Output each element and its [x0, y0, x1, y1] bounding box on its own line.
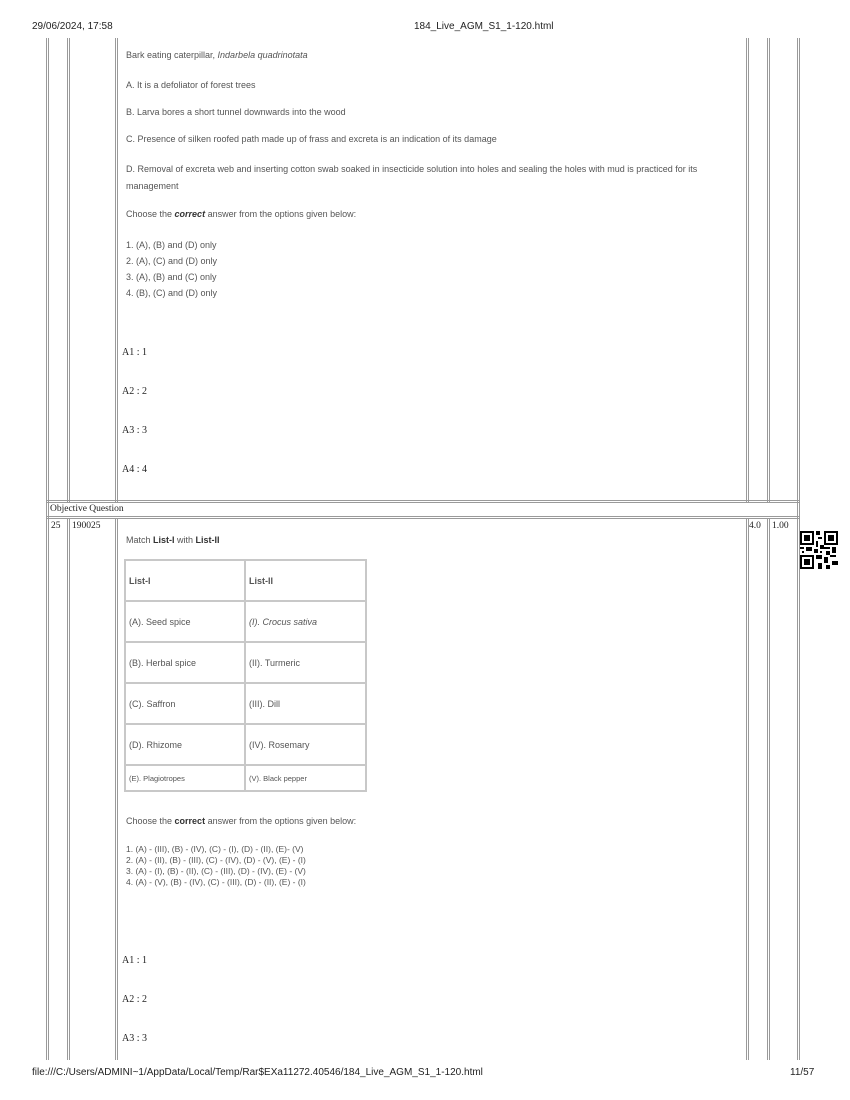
- table-row: [125, 683, 366, 724]
- q24-title: Bark eating caterpillar, Indarbela quadrinotata: [126, 50, 308, 60]
- q24-code: 3. (A), (B) and (C) only: [126, 272, 217, 282]
- q25-id: 190025: [72, 521, 101, 531]
- list-i-item: (E). Plagiotropes: [125, 765, 245, 791]
- q25-instruction: Choose the correct answer from the options given below:: [126, 816, 357, 826]
- q24-code: 2. (A), (C) and (D) only: [126, 256, 218, 266]
- q24-statement-d: D. Removal of excreta web and inserting cotton swab soaked in insecticide solution into holes and sealing the holes with mud is practiced for its management: [126, 164, 698, 191]
- list-i-item: (D). Rhizome: [125, 724, 245, 765]
- q25-code: 3. (A) - (I), (B) - (II), (C) - (III), (D) - (IV), (E) - (V): [126, 866, 306, 876]
- list-ii-item: (V). Black pepper: [245, 765, 366, 791]
- q25-answer-option[interactable]: A3 : 3: [122, 1033, 147, 1044]
- print-file-path: file:///C:/Users/ADMINI~1/AppData/Local/Temp/Rar$EXa11272.40546/184_Live_AGM_S1_1-120.html: [32, 1067, 483, 1078]
- list-ii-item: (III). Dill: [245, 683, 366, 724]
- print-doc-title: 184_Live_AGM_S1_1-120.html: [414, 21, 554, 32]
- q24-statement-c: C. Presence of silken roofed path made up of frass and excreta is an indication of its damage: [126, 134, 497, 144]
- q25-negative-marks: 1.00: [772, 521, 789, 531]
- q24-answer-option[interactable]: A1 : 1: [122, 347, 147, 358]
- q25-prompt: Match List-I with List-II: [126, 535, 220, 545]
- list-ii-item: (I). Crocus sativa: [245, 601, 366, 642]
- q25-code: 4. (A) - (V), (B) - (IV), (C) - (III), (D) - (II), (E) - (I): [126, 877, 306, 887]
- q25-number: 25: [51, 521, 61, 531]
- list-i-item: (A). Seed spice: [125, 601, 245, 642]
- match-table: [124, 559, 367, 792]
- list-ii-item: (IV). Rosemary: [245, 724, 366, 765]
- list-i-header: List-I: [125, 560, 245, 601]
- table-row: [125, 642, 366, 683]
- q24-code: 1. (A), (B) and (D) only: [126, 240, 217, 250]
- q24-answer-option[interactable]: A2 : 2: [122, 386, 147, 397]
- table-row: [125, 601, 366, 642]
- table-row: [125, 724, 366, 765]
- q25-codes: [126, 844, 306, 888]
- q25-code: 2. (A) - (II), (B) - (III), (C) - (IV), (D) - (V), (E) - (I): [126, 855, 306, 865]
- q25-marks: 4.0: [749, 521, 761, 531]
- q24-statement-a: A. It is a defoliator of forest trees: [126, 80, 256, 90]
- q25-code: 1. (A) - (III), (B) - (IV), (C) - (I), (D) - (II), (E)- (V): [126, 844, 304, 854]
- q24-code: 4. (B), (C) and (D) only: [126, 288, 218, 298]
- q24-answer-option[interactable]: A3 : 3: [122, 425, 147, 436]
- list-i-item: (C). Saffron: [125, 683, 245, 724]
- q25-answer-option[interactable]: A1 : 1: [122, 955, 147, 966]
- table-row: [125, 765, 366, 791]
- q25-answer-option[interactable]: A2 : 2: [122, 994, 147, 1005]
- list-ii-header: List-II: [245, 560, 366, 601]
- match-table-header: [125, 560, 366, 601]
- list-ii-item: (II). Turmeric: [245, 642, 366, 683]
- list-i-item: (B). Herbal spice: [125, 642, 245, 683]
- print-datetime: 29/06/2024, 17:58: [32, 21, 113, 32]
- q24-codes: [126, 237, 217, 301]
- q24-instruction: Choose the correct answer from the options given below:: [126, 209, 357, 219]
- question-type-label: Objective Question: [50, 504, 124, 514]
- qr-code: [800, 531, 838, 569]
- q24-answer-option[interactable]: A4 : 4: [122, 464, 147, 475]
- print-page-number: 11/57: [790, 1067, 815, 1078]
- q24-statement-b: B. Larva bores a short tunnel downwards into the wood: [126, 107, 346, 117]
